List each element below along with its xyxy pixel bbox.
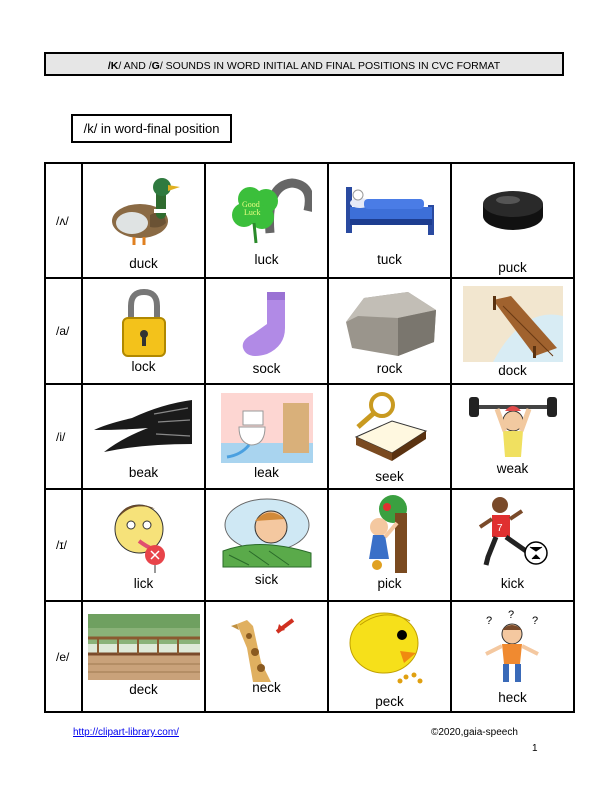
padlock-icon [83,283,204,365]
word-card-beak [82,384,205,489]
confused-boy-icon [452,606,573,688]
rock-icon [329,283,450,365]
word-grid [44,162,575,713]
vowel-label [45,384,82,489]
svg-text:7: 7 [496,523,503,534]
word-label: luck [254,252,279,267]
svg-text:?: ? [507,610,514,621]
svg-text:?: ? [485,615,492,627]
word-card-deck [82,601,205,712]
leaky-toilet-icon [206,387,327,469]
table-row [45,278,574,384]
word-label: puck [498,260,527,275]
word-card-luck [205,163,328,278]
sick-child-icon [206,492,327,574]
word-card-leak [205,384,328,489]
table-row [45,601,574,712]
kicking-boy-icon [452,492,573,574]
word-card-tuck [328,163,451,278]
word-label: deck [129,682,158,697]
beak-icon [83,387,204,469]
word-label: seek [375,469,404,484]
word-card-heck [451,601,574,712]
word-label: lock [131,359,156,374]
vowel-label [45,163,82,278]
word-label: pick [377,576,402,591]
bed-icon [329,170,450,252]
chick-pecking-icon [329,604,450,686]
vowel-label-text: /a/ [56,324,70,338]
page-title [44,52,564,76]
vowel-label-text: /ʌ/ [56,213,69,228]
vowel-label [45,278,82,384]
copyright-text: ©2020,gaia-speech [431,727,518,738]
vowel-label-text: /i/ [56,429,66,444]
word-label: neck [252,680,281,695]
licking-face-icon [83,494,204,576]
word-label: lick [133,576,154,591]
vowel-label [45,601,82,712]
word-card-neck [205,601,328,712]
hockey-puck-icon [452,170,573,252]
table-row [45,489,574,601]
table-row [45,163,574,278]
table-row [45,384,574,489]
word-label: sock [252,361,281,376]
svg-text:?: ? [531,615,538,627]
giraffe-neck-icon [206,606,327,688]
word-label: leak [254,465,279,480]
deck-icon [83,606,204,688]
word-card-pick [328,489,451,601]
word-card-seek [328,384,451,489]
word-card-puck [451,163,574,278]
title-k: /K [107,60,119,72]
word-card-lick [82,489,205,601]
word-card-rock [328,278,451,384]
svg-text:Good: Good [241,200,260,209]
vowel-label [45,489,82,601]
vowel-label-text: /ɪ/ [56,538,67,552]
word-label: kick [500,576,525,591]
word-card-duck [82,163,205,278]
word-label: peck [375,694,404,709]
title-g: G [151,60,160,72]
word-card-sock [205,278,328,384]
word-label: tuck [377,252,402,267]
word-card-peck [328,601,451,712]
word-label: sick [254,572,279,587]
word-card-dock [451,278,574,384]
vowel-label-text: /e/ [56,649,70,664]
word-label: rock [376,361,403,376]
magnifier-book-icon [329,387,450,469]
word-card-lock [82,278,205,384]
sock-icon [206,283,327,365]
word-card-sick [205,489,328,601]
word-card-kick [451,489,574,601]
word-label: heck [498,690,527,705]
word-label: weak [496,461,529,476]
word-label: beak [128,465,159,480]
clover-horseshoe-icon [206,170,327,252]
duck-icon [83,170,204,252]
word-label: duck [129,256,158,271]
section-label: /k/ in word-final position [71,114,232,143]
weightlifter-icon [452,387,573,469]
svg-text:Luck: Luck [243,208,260,217]
page-number: 1 [532,743,538,754]
word-label: dock [498,363,527,378]
source-link[interactable]: http://clipart-library.com/ [73,727,179,738]
picking-apples-icon [329,492,450,574]
title-and: / AND / [118,60,152,72]
title-rest: / SOUNDS IN WORD INITIAL AND FINAL POSITIONS IN CVC FORMAT [159,60,501,72]
dock-icon [452,283,573,365]
word-card-weak [451,384,574,489]
